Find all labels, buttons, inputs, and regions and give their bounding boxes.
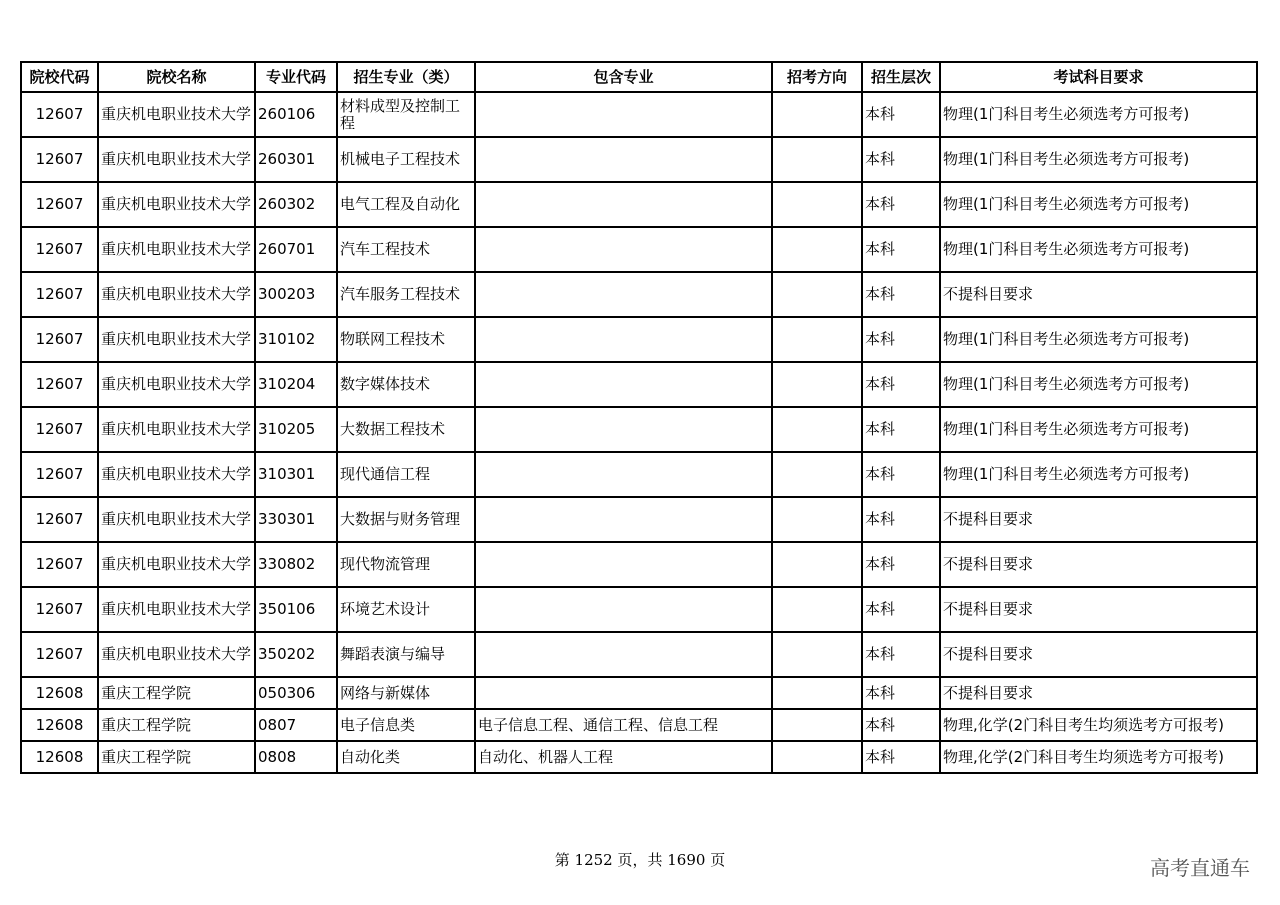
cell-school-code: 12607	[21, 497, 98, 542]
cell-school-name: 重庆机电职业技术大学	[98, 227, 255, 272]
cell-major-code: 310102	[255, 317, 337, 362]
cell-school-code: 12607	[21, 407, 98, 452]
cell-major: 大数据与财务管理	[337, 497, 475, 542]
cell-major-code: 260106	[255, 92, 337, 137]
cell-direction	[772, 497, 862, 542]
header-direction: 招考方向	[772, 62, 862, 92]
cell-school-code: 12607	[21, 137, 98, 182]
cell-major-code: 260701	[255, 227, 337, 272]
cell-school-code: 12607	[21, 272, 98, 317]
cell-requirement: 不提科目要求	[940, 677, 1257, 709]
cell-level: 本科	[862, 632, 940, 677]
cell-requirement: 不提科目要求	[940, 632, 1257, 677]
cell-direction	[772, 317, 862, 362]
header-school-code: 院校代码	[21, 62, 98, 92]
cell-school-code: 12607	[21, 362, 98, 407]
table-row	[21, 92, 1257, 137]
cell-school-name: 重庆机电职业技术大学	[98, 497, 255, 542]
cell-major: 材料成型及控制工程	[337, 92, 475, 137]
cell-requirement: 物理(1门科目考生必须选考方可报考)	[940, 407, 1257, 452]
header-major-code: 专业代码	[255, 62, 337, 92]
cell-requirement: 物理(1门科目考生必须选考方可报考)	[940, 317, 1257, 362]
cell-school-code: 12608	[21, 741, 98, 773]
cell-requirement: 物理(1门科目考生必须选考方可报考)	[940, 182, 1257, 227]
header-level: 招生层次	[862, 62, 940, 92]
table-row	[21, 452, 1257, 497]
cell-includes	[475, 182, 772, 227]
cell-includes	[475, 317, 772, 362]
cell-school-code: 12607	[21, 632, 98, 677]
cell-requirement: 物理,化学(2门科目考生均须选考方可报考)	[940, 709, 1257, 741]
cell-major-code: 300203	[255, 272, 337, 317]
cell-school-code: 12607	[21, 452, 98, 497]
table-row	[21, 542, 1257, 587]
cell-includes: 电子信息工程、通信工程、信息工程	[475, 709, 772, 741]
cell-level: 本科	[862, 272, 940, 317]
cell-major: 现代通信工程	[337, 452, 475, 497]
table-row	[21, 272, 1257, 317]
cell-major-code: 310301	[255, 452, 337, 497]
cell-direction	[772, 677, 862, 709]
cell-level: 本科	[862, 227, 940, 272]
cell-major: 现代物流管理	[337, 542, 475, 587]
cell-school-name: 重庆机电职业技术大学	[98, 317, 255, 362]
table-row	[21, 497, 1257, 542]
cell-direction	[772, 137, 862, 182]
header-includes: 包含专业	[475, 62, 772, 92]
cell-level: 本科	[862, 407, 940, 452]
table-row	[21, 317, 1257, 362]
cell-school-name: 重庆工程学院	[98, 709, 255, 741]
cell-direction	[772, 542, 862, 587]
cell-major: 电子信息类	[337, 709, 475, 741]
cell-requirement: 不提科目要求	[940, 272, 1257, 317]
admissions-table	[20, 61, 1258, 774]
table-row	[21, 137, 1257, 182]
table-row	[21, 632, 1257, 677]
cell-major: 电气工程及自动化	[337, 182, 475, 227]
cell-major: 大数据工程技术	[337, 407, 475, 452]
cell-major: 自动化类	[337, 741, 475, 773]
cell-major: 网络与新媒体	[337, 677, 475, 709]
cell-major: 汽车工程技术	[337, 227, 475, 272]
cell-level: 本科	[862, 542, 940, 587]
cell-direction	[772, 92, 862, 137]
cell-direction	[772, 182, 862, 227]
cell-requirement: 物理,化学(2门科目考生均须选考方可报考)	[940, 741, 1257, 773]
page-number: 第 1252 页，共 1690 页	[554, 851, 726, 869]
cell-school-code: 12607	[21, 182, 98, 227]
header-major: 招生专业（类）	[337, 62, 475, 92]
table-row	[21, 587, 1257, 632]
table-body	[21, 92, 1257, 773]
cell-school-code: 12608	[21, 709, 98, 741]
cell-direction	[772, 709, 862, 741]
table-row	[21, 677, 1257, 709]
cell-direction	[772, 272, 862, 317]
cell-level: 本科	[862, 362, 940, 407]
cell-level: 本科	[862, 497, 940, 542]
cell-level: 本科	[862, 587, 940, 632]
table-row	[21, 741, 1257, 773]
cell-major-code: 350202	[255, 632, 337, 677]
cell-direction	[772, 452, 862, 497]
cell-major-code: 050306	[255, 677, 337, 709]
cell-level: 本科	[862, 182, 940, 227]
cell-includes	[475, 452, 772, 497]
header-requirement: 考试科目要求	[940, 62, 1257, 92]
cell-requirement: 物理(1门科目考生必须选考方可报考)	[940, 227, 1257, 272]
table-row	[21, 227, 1257, 272]
cell-includes	[475, 497, 772, 542]
cell-school-name: 重庆机电职业技术大学	[98, 632, 255, 677]
table-row	[21, 362, 1257, 407]
cell-level: 本科	[862, 92, 940, 137]
cell-major-code: 260302	[255, 182, 337, 227]
cell-level: 本科	[862, 317, 940, 362]
cell-direction	[772, 362, 862, 407]
cell-major: 数字媒体技术	[337, 362, 475, 407]
cell-school-name: 重庆机电职业技术大学	[98, 362, 255, 407]
cell-includes	[475, 632, 772, 677]
cell-direction	[772, 227, 862, 272]
watermark-text: 高考直通车	[1150, 856, 1250, 880]
cell-school-code: 12608	[21, 677, 98, 709]
cell-major-code: 330802	[255, 542, 337, 587]
cell-major-code: 350106	[255, 587, 337, 632]
cell-school-code: 12607	[21, 92, 98, 137]
cell-includes	[475, 362, 772, 407]
cell-school-name: 重庆机电职业技术大学	[98, 452, 255, 497]
cell-school-code: 12607	[21, 542, 98, 587]
cell-school-code: 12607	[21, 227, 98, 272]
table-row	[21, 709, 1257, 741]
header-school-name: 院校名称	[98, 62, 255, 92]
cell-major: 舞蹈表演与编导	[337, 632, 475, 677]
table-row	[21, 407, 1257, 452]
cell-direction	[772, 632, 862, 677]
cell-includes	[475, 587, 772, 632]
cell-school-name: 重庆机电职业技术大学	[98, 92, 255, 137]
cell-school-name: 重庆工程学院	[98, 741, 255, 773]
cell-major: 汽车服务工程技术	[337, 272, 475, 317]
cell-direction	[772, 741, 862, 773]
cell-major-code: 260301	[255, 137, 337, 182]
cell-major-code: 310205	[255, 407, 337, 452]
cell-school-name: 重庆机电职业技术大学	[98, 407, 255, 452]
cell-includes	[475, 542, 772, 587]
cell-requirement: 物理(1门科目考生必须选考方可报考)	[940, 92, 1257, 137]
cell-level: 本科	[862, 452, 940, 497]
cell-major-code: 330301	[255, 497, 337, 542]
cell-includes	[475, 137, 772, 182]
cell-major: 机械电子工程技术	[337, 137, 475, 182]
table-row	[21, 182, 1257, 227]
cell-school-name: 重庆机电职业技术大学	[98, 272, 255, 317]
cell-includes: 自动化、机器人工程	[475, 741, 772, 773]
cell-major: 物联网工程技术	[337, 317, 475, 362]
cell-school-name: 重庆机电职业技术大学	[98, 587, 255, 632]
cell-requirement: 物理(1门科目考生必须选考方可报考)	[940, 362, 1257, 407]
cell-requirement: 物理(1门科目考生必须选考方可报考)	[940, 452, 1257, 497]
cell-level: 本科	[862, 137, 940, 182]
cell-major-code: 0807	[255, 709, 337, 741]
cell-school-code: 12607	[21, 317, 98, 362]
cell-requirement: 不提科目要求	[940, 497, 1257, 542]
cell-includes	[475, 677, 772, 709]
cell-includes	[475, 227, 772, 272]
cell-requirement: 物理(1门科目考生必须选考方可报考)	[940, 137, 1257, 182]
cell-includes	[475, 272, 772, 317]
cell-school-name: 重庆机电职业技术大学	[98, 182, 255, 227]
cell-direction	[772, 407, 862, 452]
cell-major-code: 310204	[255, 362, 337, 407]
cell-requirement: 不提科目要求	[940, 587, 1257, 632]
cell-level: 本科	[862, 741, 940, 773]
cell-school-name: 重庆机电职业技术大学	[98, 542, 255, 587]
cell-school-code: 12607	[21, 587, 98, 632]
cell-school-name: 重庆机电职业技术大学	[98, 137, 255, 182]
cell-level: 本科	[862, 677, 940, 709]
cell-includes	[475, 407, 772, 452]
cell-major-code: 0808	[255, 741, 337, 773]
cell-direction	[772, 587, 862, 632]
table-header-row	[21, 62, 1257, 92]
cell-school-name: 重庆工程学院	[98, 677, 255, 709]
cell-includes	[475, 92, 772, 137]
cell-level: 本科	[862, 709, 940, 741]
cell-requirement: 不提科目要求	[940, 542, 1257, 587]
cell-major: 环境艺术设计	[337, 587, 475, 632]
